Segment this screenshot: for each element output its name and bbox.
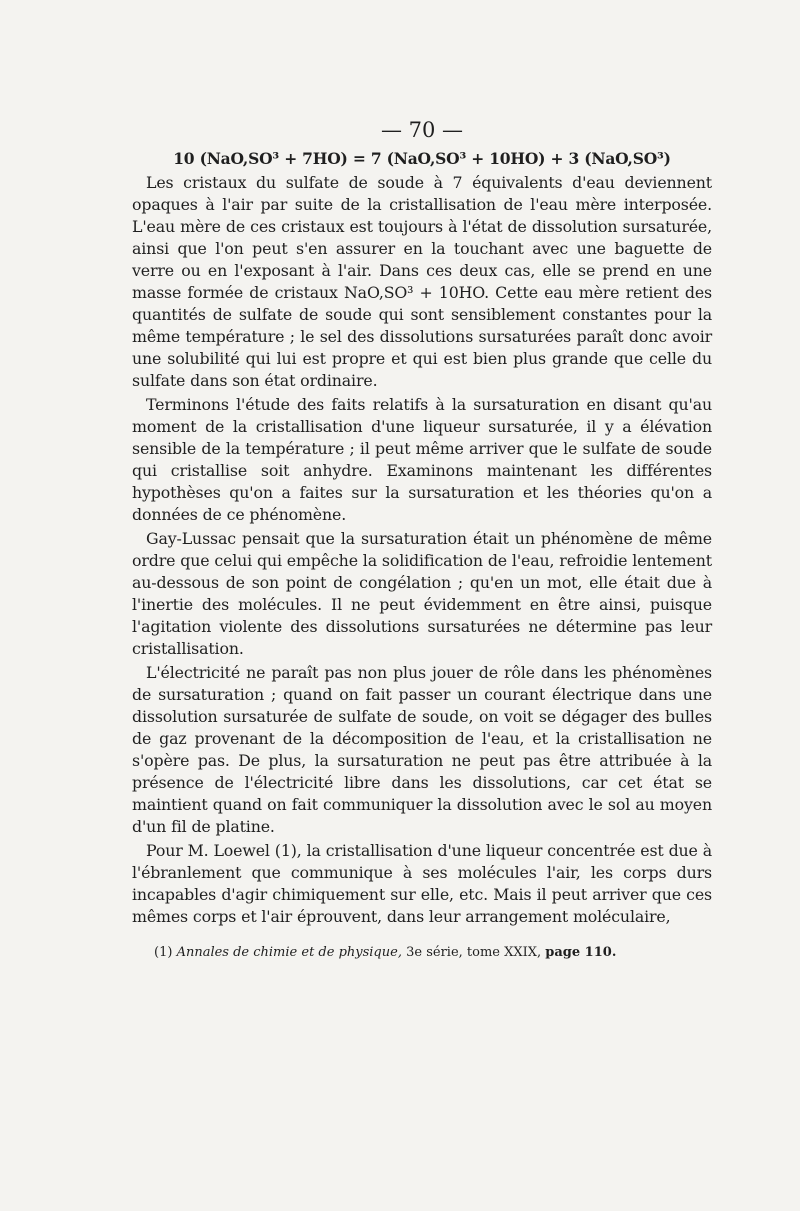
footnote-page: page 110.: [545, 945, 617, 960]
paragraph: L'électricité ne paraît pas non plus jouer de rôle dans les phénomènes de sursaturation ; quand on fait passer un courant électrique dans une dissolution sursaturée de sulfate de soude, on voit se dégager des bulles de gaz provenant de la décomposition de l'eau, et la cristallisation ne s'opère pas. De plus, la sursaturation ne peut pas être attribuée à la présence de l'électricité libre dans les dissolutions, car cet état se maintient quand on fait communiquer la dissolution avec le sol au moyen d'un fil de platine.: [132, 663, 712, 836]
footnote-spacer: [132, 930, 712, 944]
paragraph: Pour M. Loewel (1), la cristallisation d'une liqueur concentrée est due à l'ébranlement que communique à ses molécules l'air, les corps durs incapables d'agir chimiquement sur elle, etc. Mais il peut arriver que ces mêmes corps et l'air éprouvent, dans leur arrangement moléculaire,: [132, 841, 712, 926]
paragraph: Les cristaux du sulfate de soude à 7 équivalents d'eau deviennent opaques à l'air par suite de la cristallisation de l'eau mère interposée. L'eau mère de ces cristaux est toujours à l'état de dissolution sursaturée, ainsi que l'on peut s'en assurer en la touchant avec une baguette de verre ou en l'exposant à l'air. Dans ces deux cas, elle se prend en une masse formée de cristaux NaO,SO³ + 10HO. Cette eau mère retient des quantités de sulfate de soude qui sont sensiblement constantes pour la même température ; le sel des dissolutions sursaturées paraît donc avoir une solubilité qui lui est propre et qui est bien plus grande que celle du sulfate dans son état ordinaire.: [132, 173, 712, 390]
paragraph: Gay-Lussac pensait que la sursaturation était un phénomène de même ordre que celui qui empêche la solidification de l'eau, refroidie lentement au-dessous de son point de congélation ; qu'en un mot, elle était due à l'inertie des molécules. Il ne peut évidemment en être ainsi, puisque l'agitation violente des dissolutions sursaturées ne détermine pas leur cristallisation.: [132, 529, 712, 658]
page-number: — 70 —: [380, 118, 464, 142]
text-block: [132, 118, 712, 962]
chemical-formula: 10 (NaO,SO³ + 7HO) = 7 (NaO,SO³ + 10HO) + 3 (NaO,SO³): [173, 149, 671, 168]
paragraph: Terminons l'étude des faits relatifs à la sursaturation en disant qu'au moment de la cristallisation d'une liqueur sursaturée, il y a élévation sensible de la température ; il peut même arriver que le sulfate de soude qui cristallise soit anhydre. Examinons maintenant les différentes hypothèses qu'on a faites sur la sursaturation et les théories qu'on a données de ce phénomène.: [132, 395, 712, 524]
footnote-marker: (1): [154, 945, 173, 960]
footnote: [132, 944, 712, 962]
footnote-details: 3e série, tome XXIX,: [406, 945, 542, 960]
footnote-journal: Annales de chimie et de physique,: [176, 945, 402, 960]
